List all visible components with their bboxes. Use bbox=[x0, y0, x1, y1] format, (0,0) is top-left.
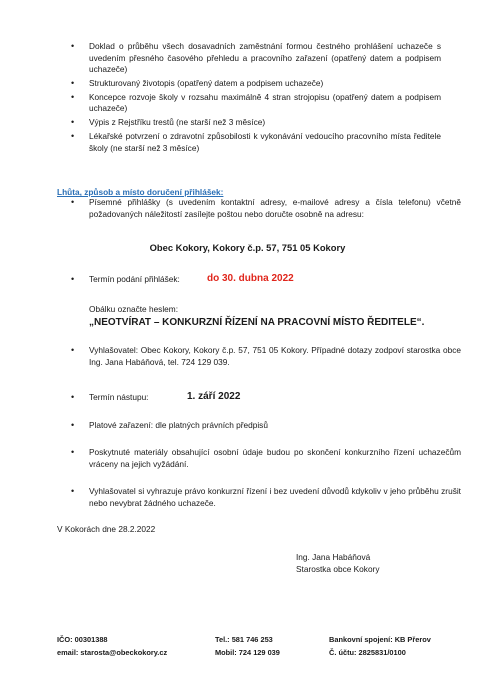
salary-item bbox=[69, 420, 461, 432]
deadline-item bbox=[69, 274, 461, 286]
signature-name: Ing. Jana Habáňová bbox=[296, 552, 371, 562]
data-note-item bbox=[69, 447, 461, 470]
footer-col-phones bbox=[215, 634, 280, 660]
start-date: 1. září 2022 bbox=[187, 391, 241, 402]
list-item bbox=[69, 92, 441, 115]
requirement-text: Strukturovaný životopis (opatřený datem a podpisem uchazeče) bbox=[89, 77, 324, 88]
right-note-item bbox=[69, 486, 461, 509]
footer-col-bank bbox=[329, 634, 431, 660]
list-item bbox=[69, 41, 441, 76]
deadline-date: do 30. dubna 2022 bbox=[207, 273, 294, 284]
delivery-text: Písemné přihlášky (s uvedením kontaktní adresy, e-mailové adresy a čísla telefonu) včetně požadovaných náležitostí zasílejte poštou nebo doručte osobně na adresu: bbox=[89, 197, 461, 219]
footer-mobil: Mobil: 724 129 039 bbox=[215, 647, 280, 657]
bullet-icon: • bbox=[71, 392, 75, 402]
list-item bbox=[69, 131, 441, 154]
requirements-list bbox=[69, 41, 441, 156]
bullet-icon: • bbox=[71, 130, 75, 141]
footer-ico: IČO: 00301388 bbox=[57, 635, 108, 644]
footer-tel: Tel.: 581 746 253 bbox=[215, 635, 273, 644]
footer-col-ids bbox=[57, 634, 167, 660]
bullet-icon: • bbox=[71, 274, 75, 284]
place-date: V Kokorách dne 28.2.2022 bbox=[57, 524, 156, 534]
signature-block bbox=[296, 552, 379, 575]
list-item bbox=[69, 117, 441, 129]
requirement-text: Výpis z Rejstříku trestů (ne starší než 3 měsíce) bbox=[89, 117, 266, 128]
footer-bank: Bankovní spojení: KB Přerov bbox=[329, 635, 431, 644]
bullet-icon: • bbox=[71, 345, 75, 355]
start-item bbox=[69, 392, 461, 404]
salary-text: Platové zařazení: dle platných právních předpisů bbox=[89, 420, 268, 430]
bullet-icon: • bbox=[71, 420, 75, 430]
start-label: Termín nástupu: bbox=[89, 392, 149, 402]
signature-title: Starostka obce Kokory bbox=[296, 563, 380, 574]
delivery-item bbox=[69, 197, 461, 220]
bullet-icon: • bbox=[71, 197, 75, 207]
footer-account: Č. účtu: 2825831/0100 bbox=[329, 647, 406, 657]
deadline-label: Termín podání přihlášek: bbox=[89, 274, 180, 284]
footer-email: email: starosta@obeckokory.cz bbox=[57, 647, 168, 657]
bullet-icon: • bbox=[71, 77, 75, 88]
requirement-text: Koncepce rozvoje školy v rozsahu maximálně 4 stran strojopisu (opatřený datem a podpisem uchazeče) bbox=[89, 91, 441, 114]
announcer-item bbox=[69, 345, 461, 368]
delivery-address: Obec Kokory, Kokory č.p. 57, 751 05 Kokory bbox=[149, 242, 346, 253]
envelope-motto: „NEOTVÍRAT – KONKURZNÍ ŘÍZENÍ NA PRACOVNÍ MÍSTO ŘEDITELE“. bbox=[89, 317, 425, 328]
bullet-icon: • bbox=[71, 117, 75, 128]
bullet-icon: • bbox=[71, 447, 75, 457]
requirement-text: Doklad o průběhu všech dosavadních zaměstnání formou čestného prohlášení uchazeče s uvedením přesného časového přehledu a pracovního zařazení (opatřený datem a podpisem uchazeče) bbox=[89, 41, 441, 75]
announcer-text: Vyhlašovatel: Obec Kokory, Kokory č.p. 57, 751 05 Kokory. Případné dotazy zodpoví starostka obce Ing. Jana Habáňová, tel. 724 129 039. bbox=[89, 345, 461, 367]
bullet-icon: • bbox=[71, 486, 75, 496]
data-note-text: Poskytnuté materiály obsahující osobní údaje budou po skončení konkurzního řízení uchazečům vráceny na jejich vyžádání. bbox=[89, 447, 461, 469]
list-item bbox=[69, 78, 441, 90]
bullet-icon: • bbox=[71, 41, 75, 51]
delivery-heading: Lhůta, způsob a místo doručení přihlášek: bbox=[57, 187, 224, 197]
bullet-icon: • bbox=[71, 91, 75, 102]
requirement-text: Lékařské potvrzení o zdravotní způsobilosti k vykonávání vedoucího pracovního místa ředitele školy (ne starší než 3 měsíce) bbox=[89, 130, 441, 153]
right-note-text: Vyhlašovatel si vyhrazuje právo konkurzní řízení i bez uvedení důvodů kdykoliv v jeho průběhu zrušit nebo nevybrat žádného uchazeče. bbox=[89, 486, 461, 508]
envelope-label: Obálku označte heslem: bbox=[89, 304, 179, 314]
